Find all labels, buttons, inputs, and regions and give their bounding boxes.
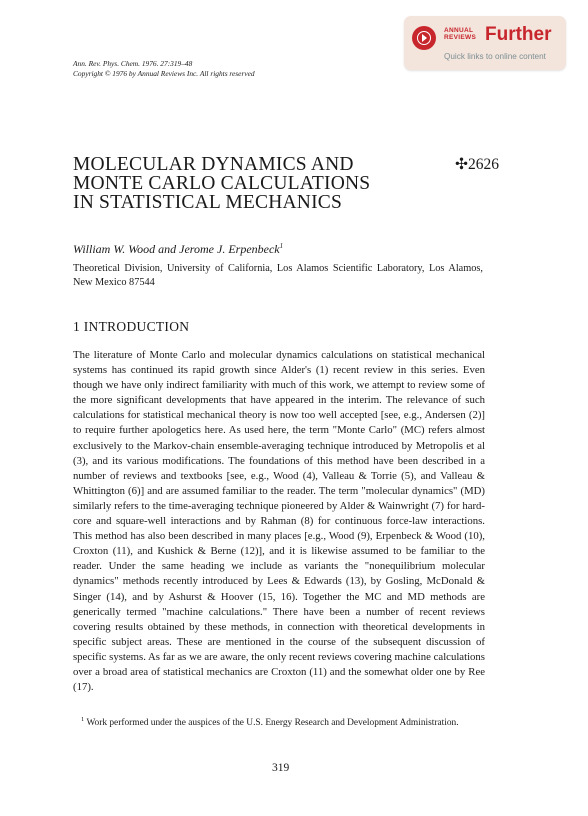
journal-citation: Ann. Rev. Phys. Chem. 1976. 27:319–48 <box>73 59 193 68</box>
badge-line-reviews: REVIEWS <box>444 34 477 41</box>
footnote-mark: 1 <box>81 716 85 723</box>
reference-number: ✣2626 <box>455 156 499 173</box>
introduction-paragraph: The literature of Monte Carlo and molecular dynamics calculations on statistical mechanical systems has continued its rapid growth since Alder's (1) recent review in this series. Even though we have only indirect familiarity with much of this work, we attempt to review some of the more significant developments that have appeared in the interim. The relevance of such calculations for statistical mechanical theory is now too well accepted [see, e.g., Andersen (2)] to require further apologetics here. As used here, the term "Monte Carlo" (MC) refers almost exclusively to the Markov-chain ensemble-averaging technique introduced by Metropolis et al (3), and its various modifications. The foundations of this method have been described in a number of reviews and textbooks [see, e.g., Wood (4), Valleau & Torrie (5), and Valleau & Whittington (6)] and are assumed familiar to the reader. The term "molecular dynamics" (MD) similarly refers to the time-averaging technique pioneered by Alder & Wainwright (7) for hard-core and square-well interactions and by Rahman (8) for continuous force-law interactions. This method has also been described in many places [e.g., Wood (9), Erpenbeck & Wood (10), Croxton (11), and Kushick & Berne (12)], and it is likewise assumed to be familiar to the reader. Under the same heading we include as variants the "nonequilibrium molecular dynamics" methods recently introduced by Lees & Edwards (13), by Gosling, McDonald & Singer (14), and by Ashurst & Hoover (15, 16). Together the MC and MD methods are generically termed "machine calculations." There have been a number of recent reviews covering results obtained by these methods, in connection with theoretical developments in specific subject areas. These are mentioned in the course of the subsequent discussion of specific systems. As far as we are aware, the only recent reviews covering machine calculations over a broad area of statistical mechanics are Croxton (11) and the somewhat older one by Ree (17). <box>73 349 485 694</box>
footnote <box>73 714 485 730</box>
title-line: MONTE CARLO CALCULATIONS <box>73 173 371 194</box>
badge-further-label: Further <box>485 24 552 45</box>
badge-subtitle: Quick links to online content <box>444 52 546 61</box>
journal-reference <box>73 59 255 79</box>
footnote-text: Work performed under the auspices of the U.S. Energy Research and Development Administration. <box>86 718 459 729</box>
annual-reviews-wordmark <box>444 27 476 41</box>
author-footnote-mark: 1 <box>279 242 284 250</box>
author-names: William W. Wood and Jerome J. Erpenbeck <box>73 242 280 256</box>
copyright-notice: Copyright © 1976 by Annual Reviews Inc. All rights reserved <box>73 69 255 78</box>
article-title <box>73 155 370 212</box>
title-line: IN STATISTICAL MECHANICS <box>73 192 343 213</box>
author-line <box>73 242 283 257</box>
further-links-badge[interactable] <box>404 16 566 70</box>
author-affiliation: Theoretical Division, University of California, Los Alamos Scientific Laboratory, Los Alamos, New Mexico 87544 <box>73 263 483 288</box>
annual-reviews-logo-icon <box>412 26 436 50</box>
section-heading: 1 INTRODUCTION <box>73 319 190 334</box>
page-number: 319 <box>272 762 290 774</box>
title-line: MOLECULAR DYNAMICS AND <box>73 154 354 175</box>
badge-line-annual: ANNUAL <box>444 27 474 34</box>
